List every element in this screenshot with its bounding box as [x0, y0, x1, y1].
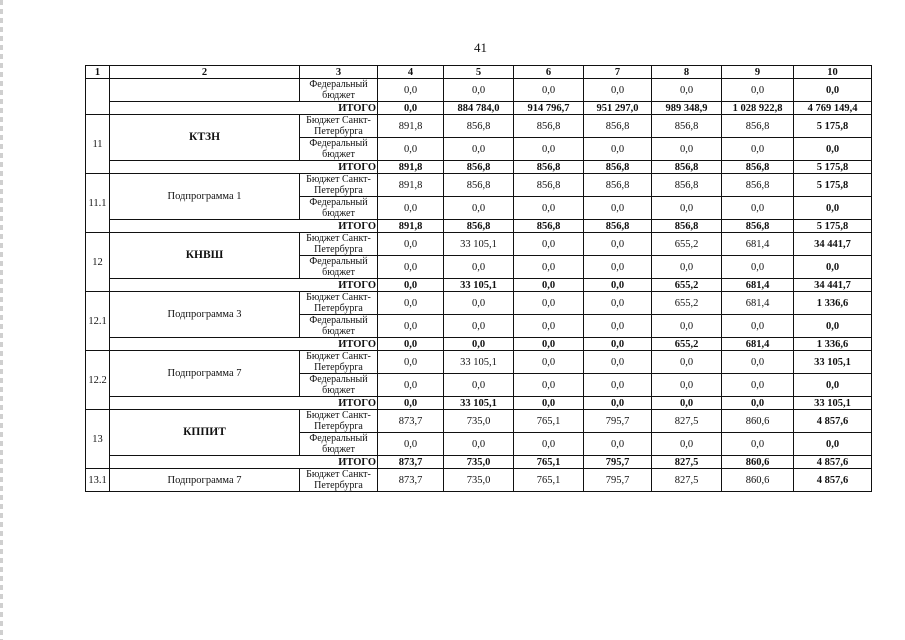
total-row — [86, 338, 872, 351]
total-value: 4 857,6 — [794, 456, 872, 469]
total-row — [86, 220, 872, 233]
total-value: 0,0 — [514, 397, 584, 410]
column-header: 5 — [444, 66, 514, 79]
value-cell: 0,0 — [378, 315, 444, 338]
total-value: 0,0 — [514, 279, 584, 292]
value-cell: 0,0 — [584, 256, 652, 279]
total-label: ИТОГО — [110, 279, 378, 292]
value-cell: 0,0 — [444, 292, 514, 315]
value-cell: 0,0 — [584, 433, 652, 456]
value-cell: 0,0 — [444, 197, 514, 220]
item-title-cell: Подпрограмма 7 — [110, 469, 300, 492]
item-title-cell: Подпрограмма 3 — [110, 292, 300, 338]
column-header: 2 — [110, 66, 300, 79]
total-value: 0,0 — [722, 397, 794, 410]
total-value: 0,0 — [378, 279, 444, 292]
total-value: 0,0 — [584, 338, 652, 351]
total-value: 860,6 — [722, 456, 794, 469]
spb-budget-row — [86, 174, 872, 197]
top-total-row — [86, 102, 872, 115]
value-cell: 827,5 — [652, 410, 722, 433]
value-cell: 0,0 — [378, 256, 444, 279]
total-value: 0,0 — [378, 338, 444, 351]
value-cell: 34 441,7 — [794, 233, 872, 256]
value-cell: 795,7 — [584, 410, 652, 433]
value-cell: 891,8 — [378, 115, 444, 138]
value-cell: 0,0 — [514, 256, 584, 279]
total-value: 856,8 — [444, 161, 514, 174]
value-cell: 827,5 — [652, 469, 722, 492]
value-cell: 873,7 — [378, 410, 444, 433]
value-cell: 4 857,6 — [794, 410, 872, 433]
value-cell: 0,0 — [794, 433, 872, 456]
total-row — [86, 397, 872, 410]
value-cell: 0,0 — [584, 374, 652, 397]
value-cell: 0,0 — [652, 197, 722, 220]
total-label: ИТОГО — [110, 456, 378, 469]
column-header: 6 — [514, 66, 584, 79]
item-title-cell: КНВШ — [110, 233, 300, 279]
value-cell: 0,0 — [722, 256, 794, 279]
total-value: 827,5 — [652, 456, 722, 469]
total-value: 33 105,1 — [444, 397, 514, 410]
value-cell: 856,8 — [722, 115, 794, 138]
spb-budget-row — [86, 410, 872, 433]
total-value: 856,8 — [652, 220, 722, 233]
value-cell: 0,0 — [378, 197, 444, 220]
total-label: ИТОГО — [110, 397, 378, 410]
source-label: Федеральный бюджет — [300, 256, 378, 279]
value-cell: 0,0 — [514, 351, 584, 374]
total-value: 795,7 — [584, 456, 652, 469]
source-label: Бюджет Санкт-Петербурга — [300, 233, 378, 256]
source-label: Бюджет Санкт-Петербурга — [300, 351, 378, 374]
value-cell: 765,1 — [514, 410, 584, 433]
value-cell: 0,0 — [378, 233, 444, 256]
value-cell: 33 105,1 — [444, 351, 514, 374]
value-cell: 0,0 — [584, 197, 652, 220]
item-number-cell: 11.1 — [86, 174, 110, 233]
total-value: 0,0 — [444, 338, 514, 351]
value-cell: 0,0 — [794, 138, 872, 161]
item-number-cell — [86, 79, 110, 115]
value-cell: 0,0 — [514, 79, 584, 102]
item-title-cell — [110, 79, 300, 102]
value-cell: 0,0 — [652, 433, 722, 456]
total-value: 765,1 — [514, 456, 584, 469]
total-value: 655,2 — [652, 338, 722, 351]
value-cell: 0,0 — [652, 138, 722, 161]
budget-table — [85, 65, 872, 492]
value-cell: 0,0 — [514, 197, 584, 220]
total-value: 5 175,8 — [794, 220, 872, 233]
value-cell: 0,0 — [722, 351, 794, 374]
source-label: Федеральный бюджет — [300, 374, 378, 397]
total-label: ИТОГО — [110, 161, 378, 174]
total-value: 873,7 — [378, 456, 444, 469]
total-value: 884 784,0 — [444, 102, 514, 115]
total-value: 735,0 — [444, 456, 514, 469]
value-cell: 0,0 — [722, 433, 794, 456]
total-value: 856,8 — [652, 161, 722, 174]
value-cell: 0,0 — [444, 256, 514, 279]
value-cell: 891,8 — [378, 174, 444, 197]
total-value: 856,8 — [514, 220, 584, 233]
value-cell: 860,6 — [722, 469, 794, 492]
value-cell: 735,0 — [444, 410, 514, 433]
total-row — [86, 279, 872, 292]
item-number-cell: 13 — [86, 410, 110, 469]
value-cell: 0,0 — [444, 433, 514, 456]
total-value: 856,8 — [584, 220, 652, 233]
value-cell: 4 857,6 — [794, 469, 872, 492]
value-cell: 0,0 — [794, 256, 872, 279]
value-cell: 0,0 — [652, 256, 722, 279]
value-cell: 0,0 — [444, 138, 514, 161]
value-cell: 856,8 — [584, 174, 652, 197]
spb-budget-row — [86, 292, 872, 315]
source-label: Федеральный бюджет — [300, 79, 378, 102]
top-federal-row — [86, 79, 872, 102]
item-title-cell: КТЗН — [110, 115, 300, 161]
value-cell: 0,0 — [514, 138, 584, 161]
total-value: 951 297,0 — [584, 102, 652, 115]
item-number-cell: 11 — [86, 115, 110, 174]
total-value: 856,8 — [514, 161, 584, 174]
total-value: 0,0 — [584, 279, 652, 292]
total-value: 914 796,7 — [514, 102, 584, 115]
value-cell: 5 175,8 — [794, 115, 872, 138]
total-value: 856,8 — [584, 161, 652, 174]
item-number-cell: 12.1 — [86, 292, 110, 351]
value-cell: 33 105,1 — [794, 351, 872, 374]
value-cell: 0,0 — [378, 433, 444, 456]
value-cell: 856,8 — [444, 174, 514, 197]
item-number-cell: 13.1 — [86, 469, 110, 492]
total-value: 655,2 — [652, 279, 722, 292]
column-header: 8 — [652, 66, 722, 79]
total-value: 891,8 — [378, 220, 444, 233]
total-value: 989 348,9 — [652, 102, 722, 115]
value-cell: 735,0 — [444, 469, 514, 492]
value-cell: 0,0 — [444, 374, 514, 397]
value-cell: 0,0 — [584, 79, 652, 102]
value-cell: 0,0 — [652, 351, 722, 374]
source-label: Бюджет Санкт-Петербурга — [300, 292, 378, 315]
column-header: 3 — [300, 66, 378, 79]
value-cell: 0,0 — [378, 138, 444, 161]
value-cell: 655,2 — [652, 233, 722, 256]
value-cell: 0,0 — [794, 315, 872, 338]
column-header: 9 — [722, 66, 794, 79]
value-cell: 5 175,8 — [794, 174, 872, 197]
total-value: 856,8 — [722, 161, 794, 174]
value-cell: 655,2 — [652, 292, 722, 315]
total-label: ИТОГО — [110, 338, 378, 351]
value-cell: 765,1 — [514, 469, 584, 492]
value-cell: 0,0 — [444, 79, 514, 102]
total-value: 33 105,1 — [794, 397, 872, 410]
value-cell: 681,4 — [722, 233, 794, 256]
column-header: 7 — [584, 66, 652, 79]
value-cell: 0,0 — [584, 138, 652, 161]
budget-table-body — [86, 66, 872, 492]
value-cell: 0,0 — [444, 315, 514, 338]
item-title-cell: Подпрограмма 7 — [110, 351, 300, 397]
spb-budget-row — [86, 469, 872, 492]
source-label: Бюджет Санкт-Петербурга — [300, 410, 378, 433]
total-value: 4 769 149,4 — [794, 102, 872, 115]
column-header: 4 — [378, 66, 444, 79]
value-cell: 860,6 — [722, 410, 794, 433]
value-cell: 0,0 — [378, 79, 444, 102]
value-cell: 0,0 — [722, 138, 794, 161]
value-cell: 0,0 — [794, 79, 872, 102]
column-header: 10 — [794, 66, 872, 79]
total-label: ИТОГО — [110, 220, 378, 233]
spb-budget-row — [86, 233, 872, 256]
source-label: Федеральный бюджет — [300, 197, 378, 220]
total-value: 0,0 — [584, 397, 652, 410]
header-row — [86, 66, 872, 79]
total-row — [86, 161, 872, 174]
value-cell: 0,0 — [378, 292, 444, 315]
value-cell: 0,0 — [794, 374, 872, 397]
value-cell: 0,0 — [722, 315, 794, 338]
total-label: ИТОГО — [110, 102, 378, 115]
value-cell: 856,8 — [652, 115, 722, 138]
value-cell: 856,8 — [514, 174, 584, 197]
value-cell: 0,0 — [722, 374, 794, 397]
value-cell: 0,0 — [584, 351, 652, 374]
value-cell: 0,0 — [514, 292, 584, 315]
source-label: Федеральный бюджет — [300, 433, 378, 456]
value-cell: 0,0 — [652, 315, 722, 338]
value-cell: 33 105,1 — [444, 233, 514, 256]
total-value: 1 028 922,8 — [722, 102, 794, 115]
total-value: 0,0 — [378, 397, 444, 410]
total-value: 681,4 — [722, 338, 794, 351]
value-cell: 1 336,6 — [794, 292, 872, 315]
total-value: 681,4 — [722, 279, 794, 292]
total-value: 0,0 — [514, 338, 584, 351]
total-value: 856,8 — [722, 220, 794, 233]
value-cell: 856,8 — [722, 174, 794, 197]
total-value: 0,0 — [652, 397, 722, 410]
total-value: 1 336,6 — [794, 338, 872, 351]
value-cell: 0,0 — [584, 315, 652, 338]
value-cell: 856,8 — [584, 115, 652, 138]
value-cell: 0,0 — [584, 233, 652, 256]
spb-budget-row — [86, 351, 872, 374]
item-title-cell: Подпрограмма 1 — [110, 174, 300, 220]
item-number-cell: 12 — [86, 233, 110, 292]
item-number-cell: 12.2 — [86, 351, 110, 410]
value-cell: 0,0 — [514, 233, 584, 256]
total-value: 34 441,7 — [794, 279, 872, 292]
total-value: 5 175,8 — [794, 161, 872, 174]
scan-edge-mark — [0, 0, 3, 640]
value-cell: 0,0 — [722, 79, 794, 102]
value-cell: 856,8 — [444, 115, 514, 138]
total-value: 856,8 — [444, 220, 514, 233]
source-label: Бюджет Санкт-Петербурга — [300, 174, 378, 197]
value-cell: 0,0 — [722, 197, 794, 220]
source-label: Бюджет Санкт-Петербурга — [300, 469, 378, 492]
value-cell: 0,0 — [652, 79, 722, 102]
value-cell: 856,8 — [652, 174, 722, 197]
source-label: Федеральный бюджет — [300, 315, 378, 338]
source-label: Федеральный бюджет — [300, 138, 378, 161]
page-number: 41 — [474, 40, 487, 55]
value-cell: 0,0 — [514, 374, 584, 397]
value-cell: 856,8 — [514, 115, 584, 138]
value-cell: 0,0 — [514, 433, 584, 456]
value-cell: 0,0 — [378, 351, 444, 374]
source-label: Бюджет Санкт-Петербурга — [300, 115, 378, 138]
total-value: 891,8 — [378, 161, 444, 174]
value-cell: 0,0 — [378, 374, 444, 397]
value-cell: 0,0 — [584, 292, 652, 315]
value-cell: 795,7 — [584, 469, 652, 492]
value-cell: 0,0 — [652, 374, 722, 397]
spb-budget-row — [86, 115, 872, 138]
item-title-cell: КППИТ — [110, 410, 300, 456]
total-value: 0,0 — [378, 102, 444, 115]
value-cell: 0,0 — [794, 197, 872, 220]
value-cell: 681,4 — [722, 292, 794, 315]
value-cell: 873,7 — [378, 469, 444, 492]
total-row — [86, 456, 872, 469]
column-header: 1 — [86, 66, 110, 79]
value-cell: 0,0 — [514, 315, 584, 338]
total-value: 33 105,1 — [444, 279, 514, 292]
